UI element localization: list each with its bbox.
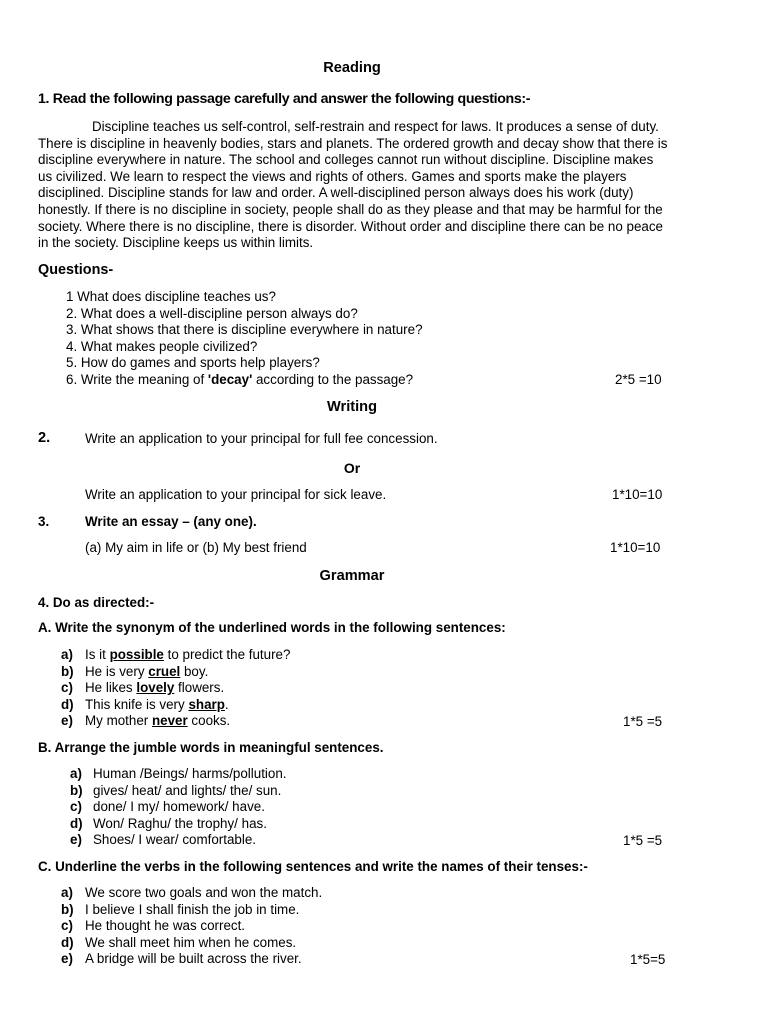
list-item [61,918,322,935]
list-item [61,951,322,968]
writing-heading: Writing [327,399,377,415]
item-label: a) [61,647,73,662]
item-label: a) [70,766,82,781]
or-separator: Or [343,460,361,476]
question-list [66,289,423,389]
item-text: cooks. [187,713,231,729]
list-item [61,713,290,730]
question-4-title: 4. Do as directed:- [38,595,155,610]
section-c-list [61,885,322,968]
question-item: 4. What makes people civilized? [66,338,258,354]
passage-text: Discipline teaches us self-control, self-restrain and respect for laws. It produces a sense of duty. There is discipline in heavenly bodies, stars and planets. The ordered growth and decay show that there is discipline everywhere in nature. The school and colleges cannot run without discipline. Discipline makes us civilized. We learn to respect the views and rights of others. Games and sports make the players disciplined. Discipline stands for law and order. A well-disciplined person always does his work (duty) honestly. If there is no discipline in society, people shall do as they please and that may be harmful for the society. Where there is no discipline, there is disorder. Without order and discipline there can be no peace in the society. Discipline keeps us within limits. [38,119,668,251]
item-label: e) [61,713,73,729]
item-text: He is very [85,663,149,679]
section-a-title: A. Write the synonym of the underlined words in the following sentences: [38,620,506,635]
underlined-word: never [151,713,188,729]
underlined-word: sharp [188,696,225,712]
question-item [66,372,423,389]
item-text: gives/ heat/ and lights/ the/ sun. [93,782,282,798]
item-label: c) [61,918,73,934]
list-item [61,680,290,697]
question-2-marks: 1*10=10 [612,487,663,502]
item-text: I believe I shall finish the job in time. [85,901,300,917]
question-item: 5. How do games and sports help players? [66,355,320,371]
question-3-options: (a) My aim in life or (b) My best friend [85,540,307,555]
item-text: A bridge will be built across the river. [85,951,302,967]
section-b-title: B. Arrange the jumble words in meaningful sentences. [38,740,384,755]
item-text: My mother [85,713,152,729]
item-text: . [224,696,229,712]
list-item [70,766,287,783]
section-b-list [70,766,287,849]
item-text: Shoes/ I wear/ comfortable. [93,832,256,848]
item-label: d) [70,815,83,831]
list-item [61,902,322,919]
section-c-title: C. Underline the verbs in the following sentences and write the names of their tenses:- [38,859,588,874]
item-text: We score two goals and won the match. [85,885,323,900]
section-a-list [61,647,290,730]
item-text: Human /Beings/ harms/pollution. [93,766,287,781]
section-c-marks: 1*5=5 [630,952,666,967]
question-3-marks: 1*10=10 [610,540,661,555]
item-label: c) [61,680,73,696]
item-label: d) [61,696,74,712]
item-label: b) [61,901,74,917]
q6-keyword: 'decay' [207,371,253,387]
question-item: 1 What does discipline teaches us? [66,289,276,304]
question-3-number: 3. [38,514,50,529]
item-label: b) [70,782,83,798]
item-text: This knife is very [85,696,189,712]
list-item [61,664,290,681]
list-item [70,799,287,816]
section-b-marks: 1*5 =5 [623,833,663,848]
q6-prefix: 6. Write the meaning of [66,371,208,387]
grammar-heading: Grammar [319,568,385,584]
item-text: He likes [85,680,137,696]
item-label: d) [61,934,74,950]
item-label: a) [61,885,73,900]
q6-suffix: according to the passage? [252,371,414,387]
underlined-word: cruel [148,663,181,679]
item-text: We shall meet him when he comes. [85,934,297,950]
list-item [61,885,322,902]
item-text: flowers. [174,680,225,696]
questions-heading: Questions- [38,262,114,278]
list-item [70,783,287,800]
item-text: boy. [180,663,209,679]
question-3-text: Write an essay – (any one). [85,514,257,529]
list-item [70,832,287,849]
list-item [70,816,287,833]
question-item: 2. What does a well-discipline person always do? [66,305,358,321]
item-text: to predict the future? [163,647,291,662]
question-2-text: Write an application to your principal for full fee concession. [85,431,438,446]
item-label: c) [70,799,82,815]
list-item [61,697,290,714]
item-label: e) [61,951,73,967]
underlined-word: possible [109,647,164,662]
question-item: 3. What shows that there is discipline everywhere in nature? [66,322,423,338]
item-text: Is it [85,647,110,662]
question-2-number: 2. [38,430,51,446]
underlined-word: lovely [136,680,175,696]
item-label: b) [61,663,74,679]
item-label: e) [70,832,82,848]
section-a-marks: 1*5 =5 [623,714,663,729]
item-text: Won/ Raghu/ the trophy/ has. [93,815,267,831]
reading-marks: 2*5 =10 [615,372,662,387]
question-2-alternative: Write an application to your principal for sick leave. [85,487,387,502]
question-1-title: 1. Read the following passage carefully and answer the following questions:- [38,91,531,107]
item-text: done/ I my/ homework/ have. [93,799,265,815]
reading-heading: Reading [323,60,381,76]
item-text: He thought he was correct. [85,918,246,934]
reading-passage [38,119,670,252]
list-item [61,647,290,664]
list-item [61,935,322,952]
